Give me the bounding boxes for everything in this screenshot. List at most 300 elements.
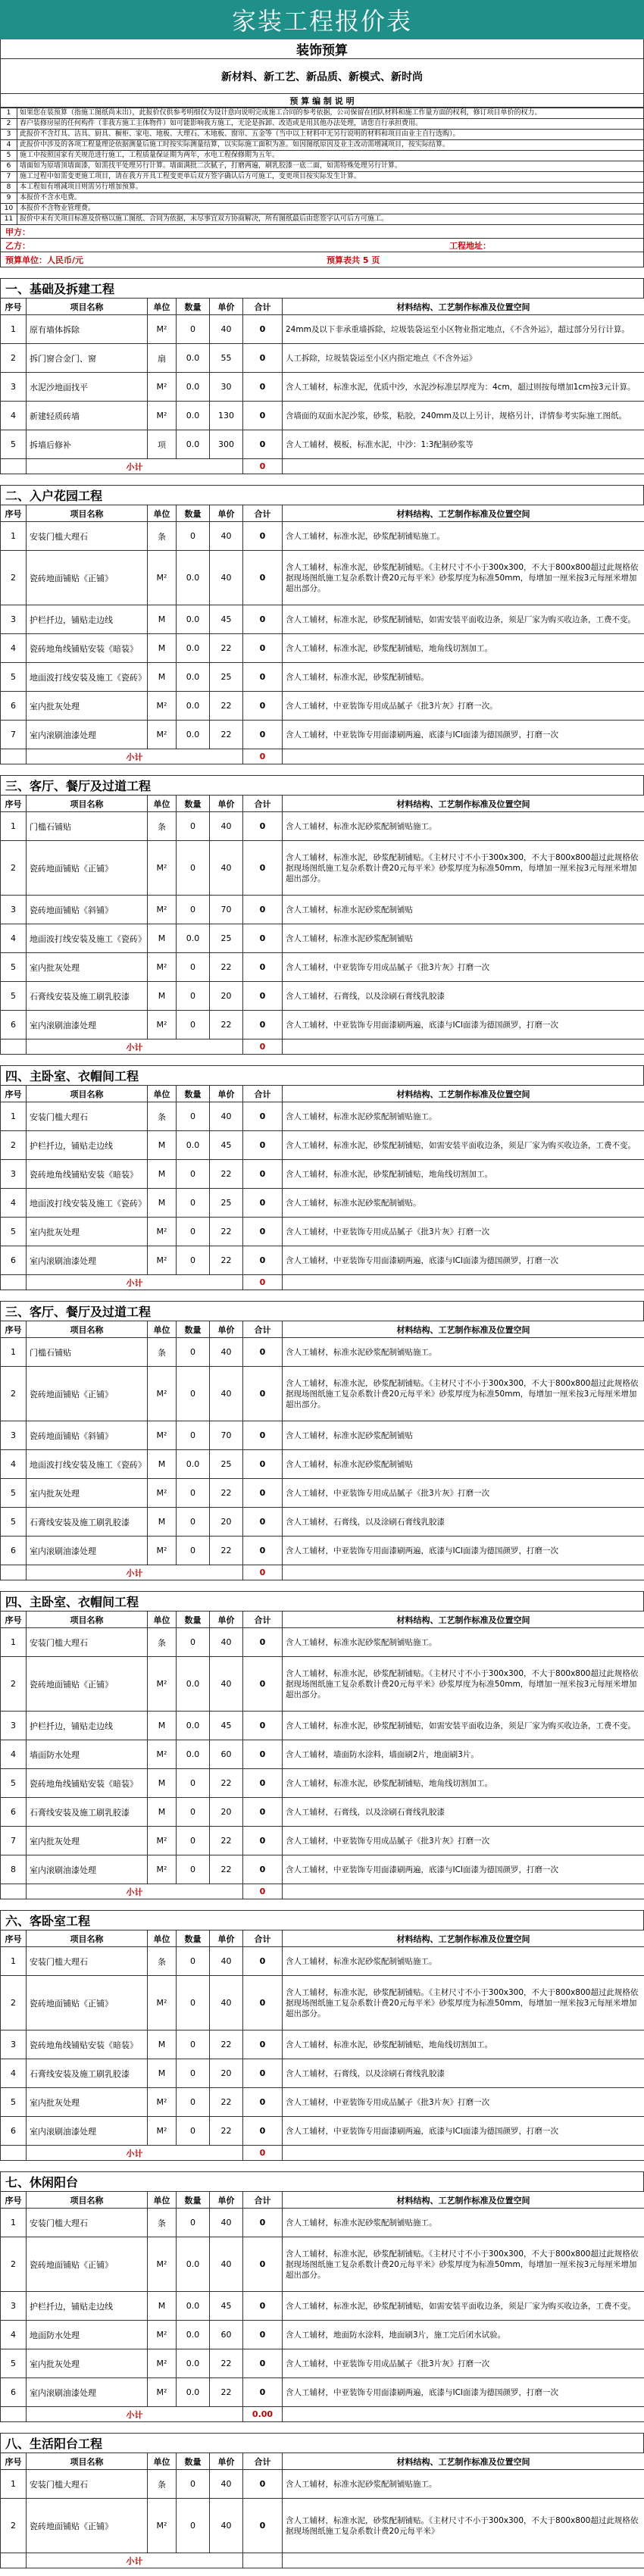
column-header: 项目名称 xyxy=(27,1930,148,1947)
item-total: 0 xyxy=(243,812,283,841)
section-gap xyxy=(0,1290,644,1301)
subtotal-blank xyxy=(1,1884,27,1899)
table-row xyxy=(1,1798,644,1827)
table-row xyxy=(1,1102,644,1131)
item-description: 含人工辅材，石膏线，以及涂刷石膏线乳胶漆 xyxy=(283,2059,644,2088)
item-quantity: 0 xyxy=(177,1421,210,1450)
item-quantity: 0.0 xyxy=(177,1450,210,1479)
item-unit-price: 40 xyxy=(210,1628,243,1657)
item-quantity: 0.0 xyxy=(177,373,210,402)
subtotal-row xyxy=(1,749,644,764)
table-row xyxy=(1,2378,644,2407)
item-unit: M² xyxy=(148,692,177,721)
item-total: 0 xyxy=(243,1976,283,2030)
subtotal-row xyxy=(1,1884,644,1899)
item-name: 护栏扦边，铺贴走边线 xyxy=(27,605,148,634)
row-number: 2 xyxy=(1,1976,27,2030)
table-row xyxy=(1,924,644,953)
item-total: 0 xyxy=(243,1827,283,1855)
row-number: 6 xyxy=(1,1246,27,1275)
item-total: 0 xyxy=(243,634,283,663)
column-header: 序号 xyxy=(1,299,27,315)
item-quantity: 0.0 xyxy=(177,663,210,692)
item-unit-price: 22 xyxy=(210,1246,243,1275)
column-header: 单位 xyxy=(148,1086,177,1102)
item-description: 含人工辅材，标准水泥砂浆配制铺贴施工。 xyxy=(283,1947,644,1976)
item-description: 含人工辅材，标准水泥，砂浆配制铺贴，如需安装平面收边条，须是厂家为购买收边条，工费不变。 xyxy=(283,2292,644,2321)
item-unit-price: 40 xyxy=(210,1947,243,1976)
item-description: 含人工辅材，标准水泥，砂浆配制铺贴，地角线切割加工。 xyxy=(283,634,644,663)
item-name: 原有墙体拆除 xyxy=(27,315,148,344)
quote-table xyxy=(0,795,644,1055)
note-number: 7 xyxy=(1,172,17,183)
item-description: 含人工辅材，模板，标准水泥，中沙：1:3配制砂浆等 xyxy=(283,430,644,459)
table-row xyxy=(1,812,644,841)
subtotal-blank xyxy=(283,2146,644,2161)
item-total: 0 xyxy=(243,1657,283,1712)
item-description: 含人工辅材，标准水泥砂浆配制铺贴 xyxy=(283,1450,644,1479)
item-unit-price: 30 xyxy=(210,373,243,402)
item-unit-price: 22 xyxy=(210,634,243,663)
section-title: 三、客厅、餐厅及过道工程 xyxy=(0,775,644,795)
column-header: 项目名称 xyxy=(27,1612,148,1628)
item-unit: M² xyxy=(148,402,177,430)
item-quantity: 0.0 xyxy=(177,2321,210,2349)
section-gap xyxy=(0,267,644,278)
subtotal-value: 0 xyxy=(243,749,283,764)
item-description: 含人工辅材，标准水泥，砂浆配制铺贴。《主材尺寸不小于300x300，不大于800x800超过此规格依据现场图纸施工复杂系数计费20元每平米》砂浆厚度为标准50mm，每增加一厘米按3元每厘米增加超出部分。 xyxy=(283,2237,644,2292)
item-total: 0 xyxy=(243,692,283,721)
subtotal-value xyxy=(243,2553,283,2568)
meta-row xyxy=(0,252,644,267)
item-name: 墙面防水处理 xyxy=(27,1740,148,1769)
item-description: 含人工辅材，中亚装饰专用成品腻子《批3片灰》打磨一次 xyxy=(283,953,644,982)
item-unit-price: 22 xyxy=(210,1827,243,1855)
row-number: 2 xyxy=(1,1131,27,1160)
note-number: 1 xyxy=(1,108,17,119)
item-total: 0 xyxy=(243,605,283,634)
column-header: 数量 xyxy=(177,505,210,522)
table-row xyxy=(1,1131,644,1160)
subtotal-blank xyxy=(1,2553,27,2568)
row-number: 3 xyxy=(1,1160,27,1189)
item-name: 门槛石铺贴 xyxy=(27,1338,148,1367)
section-gap xyxy=(0,1899,644,1910)
item-quantity: 0 xyxy=(177,1338,210,1367)
item-unit: M² xyxy=(148,1246,177,1275)
column-header: 单价 xyxy=(210,1321,243,1338)
item-name: 水泥沙地面找平 xyxy=(27,373,148,402)
column-header: 单位 xyxy=(148,796,177,812)
item-name: 安装门槛大理石 xyxy=(27,1102,148,1131)
party-b: 乙方： xyxy=(5,240,30,251)
item-unit-price: 45 xyxy=(210,1131,243,1160)
item-unit-price: 20 xyxy=(210,2059,243,2088)
item-name: 室内滚刷油漆处理 xyxy=(27,2117,148,2146)
item-quantity: 0 xyxy=(177,1102,210,1131)
item-total: 0 xyxy=(243,1947,283,1976)
subtotal-blank xyxy=(1,459,27,474)
item-unit-price: 40 xyxy=(210,2499,243,2553)
note-number: 8 xyxy=(1,183,17,193)
row-number: 5 xyxy=(1,2088,27,2117)
quote-table xyxy=(0,298,644,474)
item-unit-price: 22 xyxy=(210,1218,243,1246)
subtotal-value: 0 xyxy=(243,459,283,474)
item-quantity: 0.0 xyxy=(177,2292,210,2321)
item-total: 0 xyxy=(243,2470,283,2499)
row-number: 1 xyxy=(1,1102,27,1131)
row-number: 2 xyxy=(1,2499,27,2553)
item-description: 含人工辅材，中亚装饰专用成品腻子《批3片灰》打磨一次。 xyxy=(283,692,644,721)
item-unit: M² xyxy=(148,1976,177,2030)
item-total: 0 xyxy=(243,2030,283,2059)
row-number: 1 xyxy=(1,315,27,344)
item-unit: M² xyxy=(148,2378,177,2407)
item-unit-price: 40 xyxy=(210,1338,243,1367)
item-total: 0 xyxy=(243,1131,283,1160)
row-number: 3 xyxy=(1,2292,27,2321)
item-description: 含人工辅材，标准水泥，砂浆配制铺贴，如需安装平面收边条，须是厂家为购买收边条，工费不变。 xyxy=(283,605,644,634)
item-total: 0 xyxy=(243,1740,283,1769)
row-number: 4 xyxy=(1,2059,27,2088)
subtotal-blank xyxy=(283,749,644,764)
column-header: 材料结构、工艺制作标准及位置空间 xyxy=(283,2192,644,2209)
table-row xyxy=(1,841,644,896)
item-unit-price: 40 xyxy=(210,812,243,841)
row-number: 1 xyxy=(1,1628,27,1657)
item-quantity: 0 xyxy=(177,1508,210,1537)
item-description: 含人工辅材，标准水泥砂浆配制铺贴施工。 xyxy=(283,1102,644,1131)
item-total: 0 xyxy=(243,2321,283,2349)
item-total: 0 xyxy=(243,2059,283,2088)
note-number: 3 xyxy=(1,130,17,140)
note-number: 9 xyxy=(1,193,17,204)
item-name: 石膏线安装及施工刷乳胶漆 xyxy=(27,2059,148,2088)
section-gap xyxy=(0,764,644,775)
item-description: 含人工辅材，标准水泥，砂浆配制铺贴。《主材尺寸不小于300x300，不大于800x800超过此规格依据现场图纸施工复杂系数计费20元每平米》砂浆厚度为标准50mm，每增加一厘米按3元每厘米增加超出部分。 xyxy=(283,1976,644,2030)
item-name: 室内滚刷油漆处理 xyxy=(27,1246,148,1275)
item-name: 室内批灰处理 xyxy=(27,1827,148,1855)
subtotal-row xyxy=(1,2407,644,2422)
item-total: 0 xyxy=(243,663,283,692)
item-description: 含人工辅材，中亚装饰专用成品腻子《批3片灰》打磨一次 xyxy=(283,1218,644,1246)
subtotal-blank xyxy=(283,1275,644,1290)
item-quantity: 0 xyxy=(177,953,210,982)
row-number: 7 xyxy=(1,721,27,749)
column-header: 项目名称 xyxy=(27,1321,148,1338)
column-header: 合计 xyxy=(243,1086,283,1102)
quote-table xyxy=(0,1930,644,2161)
item-description: 含人工辅材，中亚装饰专用面漆刷两遍，底漆与ICI面漆为德国颜罗，打磨一次 xyxy=(283,2378,644,2407)
item-quantity: 0 xyxy=(177,1769,210,1798)
note-row xyxy=(1,161,644,172)
item-total: 0 xyxy=(243,1712,283,1740)
row-number: 5 xyxy=(1,982,27,1011)
row-number: 5 xyxy=(1,430,27,459)
item-description: 含人工辅材，标准水泥砂浆配制铺贴施工。 xyxy=(283,2209,644,2237)
subtotal-label: 小计 xyxy=(27,2553,243,2568)
note-text: 施工中按照国家有关规范进行施工，工程质量保证期为两年，水电工程保修期为五年。 xyxy=(17,151,644,161)
item-unit-price: 40 xyxy=(210,315,243,344)
column-header: 材料结构、工艺制作标准及位置空间 xyxy=(283,1086,644,1102)
item-quantity: 0 xyxy=(177,1855,210,1884)
table-row xyxy=(1,1508,644,1537)
item-total: 0 xyxy=(243,1479,283,1508)
item-name: 室内批灰处理 xyxy=(27,2349,148,2378)
item-description: 含人工辅材，标准水泥，砂浆配制铺贴，如需安装平面收边条，须是厂家为购买收边条，工费不变。 xyxy=(283,1712,644,1740)
row-number: 3 xyxy=(1,373,27,402)
row-number: 1 xyxy=(1,522,27,551)
section-gap xyxy=(0,1055,644,1065)
item-name: 室内批灰处理 xyxy=(27,1479,148,1508)
subtotal-row xyxy=(1,2146,644,2161)
subtotal-value: 0 xyxy=(243,2146,283,2161)
table-row xyxy=(1,2470,644,2499)
row-number: 5 xyxy=(1,1479,27,1508)
item-unit-price: 25 xyxy=(210,663,243,692)
item-unit: 条 xyxy=(148,2470,177,2499)
table-row xyxy=(1,1628,644,1657)
item-unit: M² xyxy=(148,1421,177,1450)
row-number: 5 xyxy=(1,2349,27,2378)
item-unit-price: 22 xyxy=(210,953,243,982)
note-text: 此报价不含灯具、洁具、厨具、橱柜、家电、地板、大理石、木地板、窗帘、五金等（当中以上材料中无另行说明的材料和项目由业主自行选购）。 xyxy=(17,130,644,140)
item-unit-price: 25 xyxy=(210,1450,243,1479)
table-row xyxy=(1,1827,644,1855)
table-row xyxy=(1,663,644,692)
item-quantity: 0 xyxy=(177,841,210,896)
column-header: 单价 xyxy=(210,796,243,812)
item-total: 0 xyxy=(243,315,283,344)
note-number: 10 xyxy=(1,204,17,214)
item-unit: M xyxy=(148,1508,177,1537)
item-quantity: 0.0 xyxy=(177,430,210,459)
item-total: 0 xyxy=(243,430,283,459)
table-row xyxy=(1,1367,644,1421)
column-header: 单位 xyxy=(148,1930,177,1947)
row-number: 3 xyxy=(1,2030,27,2059)
section-gap xyxy=(0,1580,644,1591)
table-row xyxy=(1,1160,644,1189)
section-title: 四、主卧室、衣帽间工程 xyxy=(0,1065,644,1085)
subtotal-blank xyxy=(283,1884,644,1899)
item-name: 瓷砖地面铺贴《正铺》 xyxy=(27,1976,148,2030)
table-row xyxy=(1,1976,644,2030)
subtotal-label: 小计 xyxy=(27,2146,243,2161)
column-header: 合计 xyxy=(243,505,283,522)
item-description: 含人工辅材，中亚装饰专用面漆刷两遍，底漆与ICI面漆为德国颜罗，打磨一次 xyxy=(283,1855,644,1884)
table-row xyxy=(1,2499,644,2553)
subtotal-blank xyxy=(283,1565,644,1580)
item-quantity: 0 xyxy=(177,522,210,551)
item-unit-price: 22 xyxy=(210,2030,243,2059)
item-name: 瓷砖地面铺贴《正铺》 xyxy=(27,551,148,605)
column-header: 序号 xyxy=(1,2453,27,2470)
section-title: 三、客厅、餐厅及过道工程 xyxy=(0,1301,644,1321)
table-header-row xyxy=(1,796,644,812)
note-row xyxy=(1,151,644,161)
item-name: 室内滚刷油漆处理 xyxy=(27,1011,148,1039)
column-header: 序号 xyxy=(1,1930,27,1947)
column-header: 项目名称 xyxy=(27,299,148,315)
table-row xyxy=(1,896,644,924)
note-text: 报价中未有关项目标准及价格以施工图纸、合同为依据，未尽事宜双方协商解决，所有图纸最后由您签字认可后方可施工。 xyxy=(17,214,644,225)
item-description: 含人工辅材，标准水泥，砂浆配制铺贴，地角线切割加工。 xyxy=(283,1160,644,1189)
note-text: 本报价不含水电费。 xyxy=(17,193,644,204)
quote-table xyxy=(0,2191,644,2422)
note-row xyxy=(1,130,644,140)
note-text: 本工程如有增减项目则需另行增加预算。 xyxy=(17,183,644,193)
item-total: 0 xyxy=(243,1011,283,1039)
item-name: 室内批灰处理 xyxy=(27,2088,148,2117)
column-header: 单价 xyxy=(210,1086,243,1102)
item-name: 瓷砖地面铺贴《斜铺》 xyxy=(27,896,148,924)
item-unit-price: 22 xyxy=(210,2117,243,2146)
item-unit: M xyxy=(148,1160,177,1189)
table-row xyxy=(1,1769,644,1798)
column-header: 材料结构、工艺制作标准及位置空间 xyxy=(283,796,644,812)
table-row xyxy=(1,1657,644,1712)
item-total: 0 xyxy=(243,1450,283,1479)
item-name: 瓷砖地面铺贴《正铺》 xyxy=(27,2237,148,2292)
subtotal-blank xyxy=(283,2407,644,2422)
column-header: 合计 xyxy=(243,1930,283,1947)
item-total: 0 xyxy=(243,721,283,749)
row-number: 4 xyxy=(1,634,27,663)
item-unit: M² xyxy=(148,373,177,402)
notes-title: 预 算 编 制 说 明 xyxy=(0,94,644,108)
item-quantity: 0.0 xyxy=(177,605,210,634)
column-header: 单位 xyxy=(148,2192,177,2209)
item-quantity: 0 xyxy=(177,1367,210,1421)
column-header: 单价 xyxy=(210,1612,243,1628)
party-row xyxy=(0,225,644,239)
row-number: 2 xyxy=(1,2237,27,2292)
table-row xyxy=(1,1011,644,1039)
subtotal-label: 小计 xyxy=(27,1884,243,1899)
item-quantity: 0 xyxy=(177,2499,210,2553)
row-number: 3 xyxy=(1,1421,27,1450)
row-number: 3 xyxy=(1,605,27,634)
row-number: 5 xyxy=(1,663,27,692)
item-quantity: 0.0 xyxy=(177,2349,210,2378)
item-description: 含人工辅材，中亚装饰专用面漆刷两遍，底漆与ICI面漆为德国颜罗，打磨一次 xyxy=(283,721,644,749)
item-description: 含人工辅材，标准水泥砂浆配制铺贴 xyxy=(283,896,644,924)
item-unit-price: 300 xyxy=(210,430,243,459)
table-row xyxy=(1,1218,644,1246)
item-unit-price: 25 xyxy=(210,1189,243,1218)
table-row xyxy=(1,982,644,1011)
table-header-row xyxy=(1,1930,644,1947)
table-header-row xyxy=(1,2453,644,2470)
item-name: 瓷砖地角线铺贴安装《暗装》 xyxy=(27,1160,148,1189)
note-row xyxy=(1,204,644,214)
row-number: 6 xyxy=(1,2378,27,2407)
item-unit: M² xyxy=(148,1740,177,1769)
item-unit: 条 xyxy=(148,812,177,841)
column-header: 单价 xyxy=(210,1930,243,1947)
column-header: 单位 xyxy=(148,1612,177,1628)
item-name: 室内滚刷油漆处理 xyxy=(27,721,148,749)
item-quantity: 0.0 xyxy=(177,692,210,721)
item-quantity: 0 xyxy=(177,1628,210,1657)
item-total: 0 xyxy=(243,1537,283,1565)
row-number: 2 xyxy=(1,551,27,605)
item-unit: 条 xyxy=(148,1947,177,1976)
subtotal-blank xyxy=(1,1275,27,1290)
item-quantity: 0 xyxy=(177,2209,210,2237)
item-unit-price: 70 xyxy=(210,1421,243,1450)
item-name: 室内滚刷油漆处理 xyxy=(27,1537,148,1565)
table-header-row xyxy=(1,299,644,315)
column-header: 单位 xyxy=(148,2453,177,2470)
item-total: 0 xyxy=(243,982,283,1011)
item-name: 安装门槛大理石 xyxy=(27,522,148,551)
item-total: 0 xyxy=(243,1102,283,1131)
item-unit-price: 70 xyxy=(210,896,243,924)
column-header: 单位 xyxy=(148,299,177,315)
note-row xyxy=(1,172,644,183)
section-title: 一、基础及拆建工程 xyxy=(0,278,644,298)
item-total: 0 xyxy=(243,2237,283,2292)
table-row xyxy=(1,1421,644,1450)
column-header: 项目名称 xyxy=(27,2192,148,2209)
subtotal-label: 小计 xyxy=(27,2407,243,2422)
item-unit: 项 xyxy=(148,430,177,459)
row-number: 5 xyxy=(1,1508,27,1537)
item-quantity: 0.0 xyxy=(177,402,210,430)
column-header: 材料结构、工艺制作标准及位置空间 xyxy=(283,1930,644,1947)
table-row xyxy=(1,1189,644,1218)
table-row xyxy=(1,373,644,402)
item-description: 含人工辅材，标准水泥，砂浆配制铺贴，地角线切割加工。 xyxy=(283,1769,644,1798)
quote-table xyxy=(0,1085,644,1290)
item-total: 0 xyxy=(243,1769,283,1798)
item-description: 含人工辅材，地面防水涂料，地面刷3片，施工完后闭水试验。 xyxy=(283,2321,644,2349)
notes-table xyxy=(0,108,644,225)
item-unit: M xyxy=(148,2059,177,2088)
item-unit: M² xyxy=(148,2321,177,2349)
table-row xyxy=(1,692,644,721)
table-row xyxy=(1,2349,644,2378)
page-count: 预算表共 5 页 xyxy=(327,255,380,265)
item-name: 石膏线安装及施工刷乳胶漆 xyxy=(27,1798,148,1827)
row-number: 2 xyxy=(1,841,27,896)
table-header-row xyxy=(1,1321,644,1338)
subtotal-blank xyxy=(283,2553,644,2568)
column-header: 单价 xyxy=(210,2453,243,2470)
item-name: 瓷砖地面铺贴《正铺》 xyxy=(27,1657,148,1712)
column-header: 合计 xyxy=(243,1321,283,1338)
item-name: 拆门窗合金门、窗 xyxy=(27,344,148,373)
item-unit: 条 xyxy=(148,1338,177,1367)
subtotal-row xyxy=(1,2553,644,2568)
row-number: 8 xyxy=(1,1855,27,1884)
item-unit: M² xyxy=(148,841,177,896)
section-title: 八、生活阳台工程 xyxy=(0,2433,644,2453)
table-row xyxy=(1,1537,644,1565)
section-title: 七、休闲阳台 xyxy=(0,2171,644,2191)
item-name: 安装门槛大理石 xyxy=(27,1628,148,1657)
item-quantity: 0.0 xyxy=(177,1131,210,1160)
item-name: 瓷砖地角线铺贴安装《暗装》 xyxy=(27,2030,148,2059)
item-description: 含人工辅材，标准水泥，砂浆配制铺贴。 xyxy=(283,663,644,692)
item-description: 含人工辅材，石膏线，以及涂刷石膏线乳胶漆 xyxy=(283,1508,644,1537)
row-number: 4 xyxy=(1,1450,27,1479)
row-number: 6 xyxy=(1,2117,27,2146)
page-banner: 家装工程报价表 xyxy=(0,0,644,39)
